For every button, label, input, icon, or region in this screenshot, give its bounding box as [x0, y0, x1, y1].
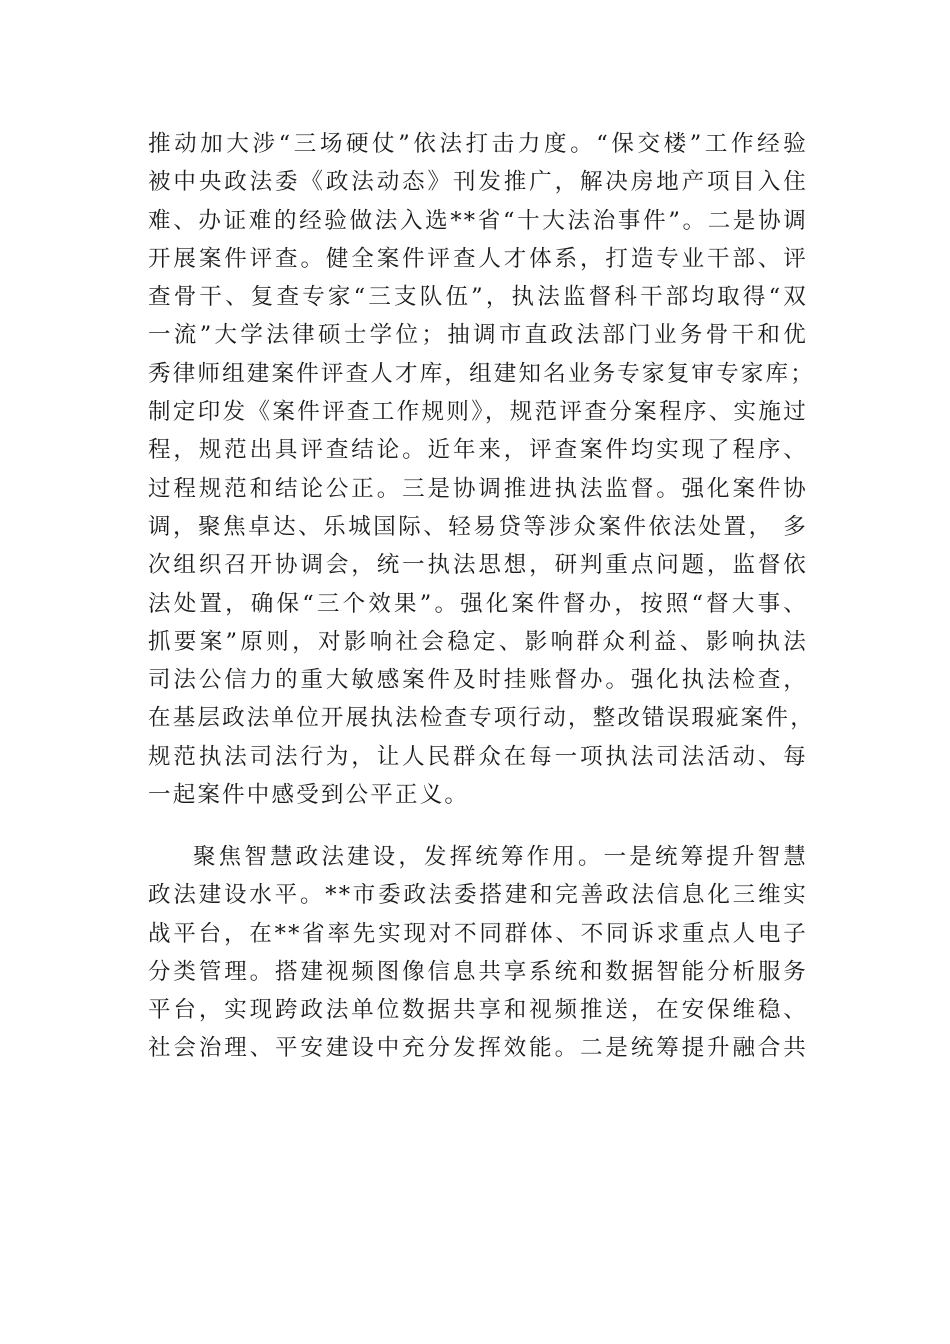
- text-line: 查骨干、复查专家“三支队伍”，执法监督科干部均取得“双: [148, 284, 808, 311]
- text-line: 在基层政法单位开展执法检查专项行动，整改错误瑕疵案件，: [148, 705, 815, 732]
- text-line: 分类管理。搭建视频图像信息共享系统和数据智能分析服务: [148, 958, 808, 985]
- text-line: 聚焦智慧政法建设，发挥统筹作用。一是统筹提升智慧: [193, 844, 808, 870]
- text-line: 一流”大学法律硕士学位；抽调市直政法部门业务骨干和优: [148, 322, 808, 349]
- text-line: 政法建设水平。**市委政法委搭建和完善政法信息化三维实: [148, 882, 808, 909]
- paragraph-law-enforcement-supervision: [148, 125, 815, 814]
- text-line: 过程规范和结论公正。三是协调推进执法监督。强化案件协: [148, 475, 808, 502]
- text-line: 一起案件中感受到公平正义。: [148, 782, 470, 809]
- text-line: 调，聚焦卓达、乐城国际、轻易贷等涉众案件依法处置， 多: [148, 513, 808, 540]
- text-line: 平台，实现跨政法单位数据共享和视频推送，在安保维稳、: [148, 997, 808, 1024]
- text-line: 开展案件评查。健全案件评查人才体系，打造专业干部、评: [148, 245, 808, 272]
- text-line: 制定印发《案件评查工作规则》，规范评查分案程序、实施过: [148, 399, 808, 426]
- text-line: 战平台，在**省率先实现对不同群体、不同诉求重点人电子: [148, 920, 808, 947]
- text-line: 社会治理、平安建设中充分发挥效能。二是统筹提升融合共: [148, 1035, 808, 1062]
- text-line: 秀律师组建案件评查人才库，组建知名业务专家复审专家库；: [148, 360, 815, 387]
- text-line: 程，规范出具评查结论。近年来，评查案件均实现了程序、: [148, 437, 808, 464]
- text-line: 司法公信力的重大敏感案件及时挂账督办。强化执法检查，: [148, 667, 808, 694]
- paragraph-smart-politics-law: [148, 838, 808, 1068]
- text-line: 法处置，确保“三个效果”。强化案件督办，按照“督大事、: [148, 590, 808, 617]
- text-line: 被中央政法委《政法动态》刊发推广，解决房地产项目入住: [148, 169, 808, 196]
- text-line: 推动加大涉“三场硬仗”依法打击力度。“保交楼”工作经验: [148, 131, 808, 157]
- text-line: 抓要案”原则，对影响社会稳定、影响群众利益、影响执法: [148, 628, 808, 655]
- text-line: 次组织召开协调会，统一执法思想，研判重点问题，监督依: [148, 552, 808, 579]
- text-line: 难、办证难的经验做法入选**省“十大法治事件”。二是协调: [148, 207, 808, 234]
- text-line: 规范执法司法行为，让人民群众在每一项执法司法活动、每: [148, 743, 808, 770]
